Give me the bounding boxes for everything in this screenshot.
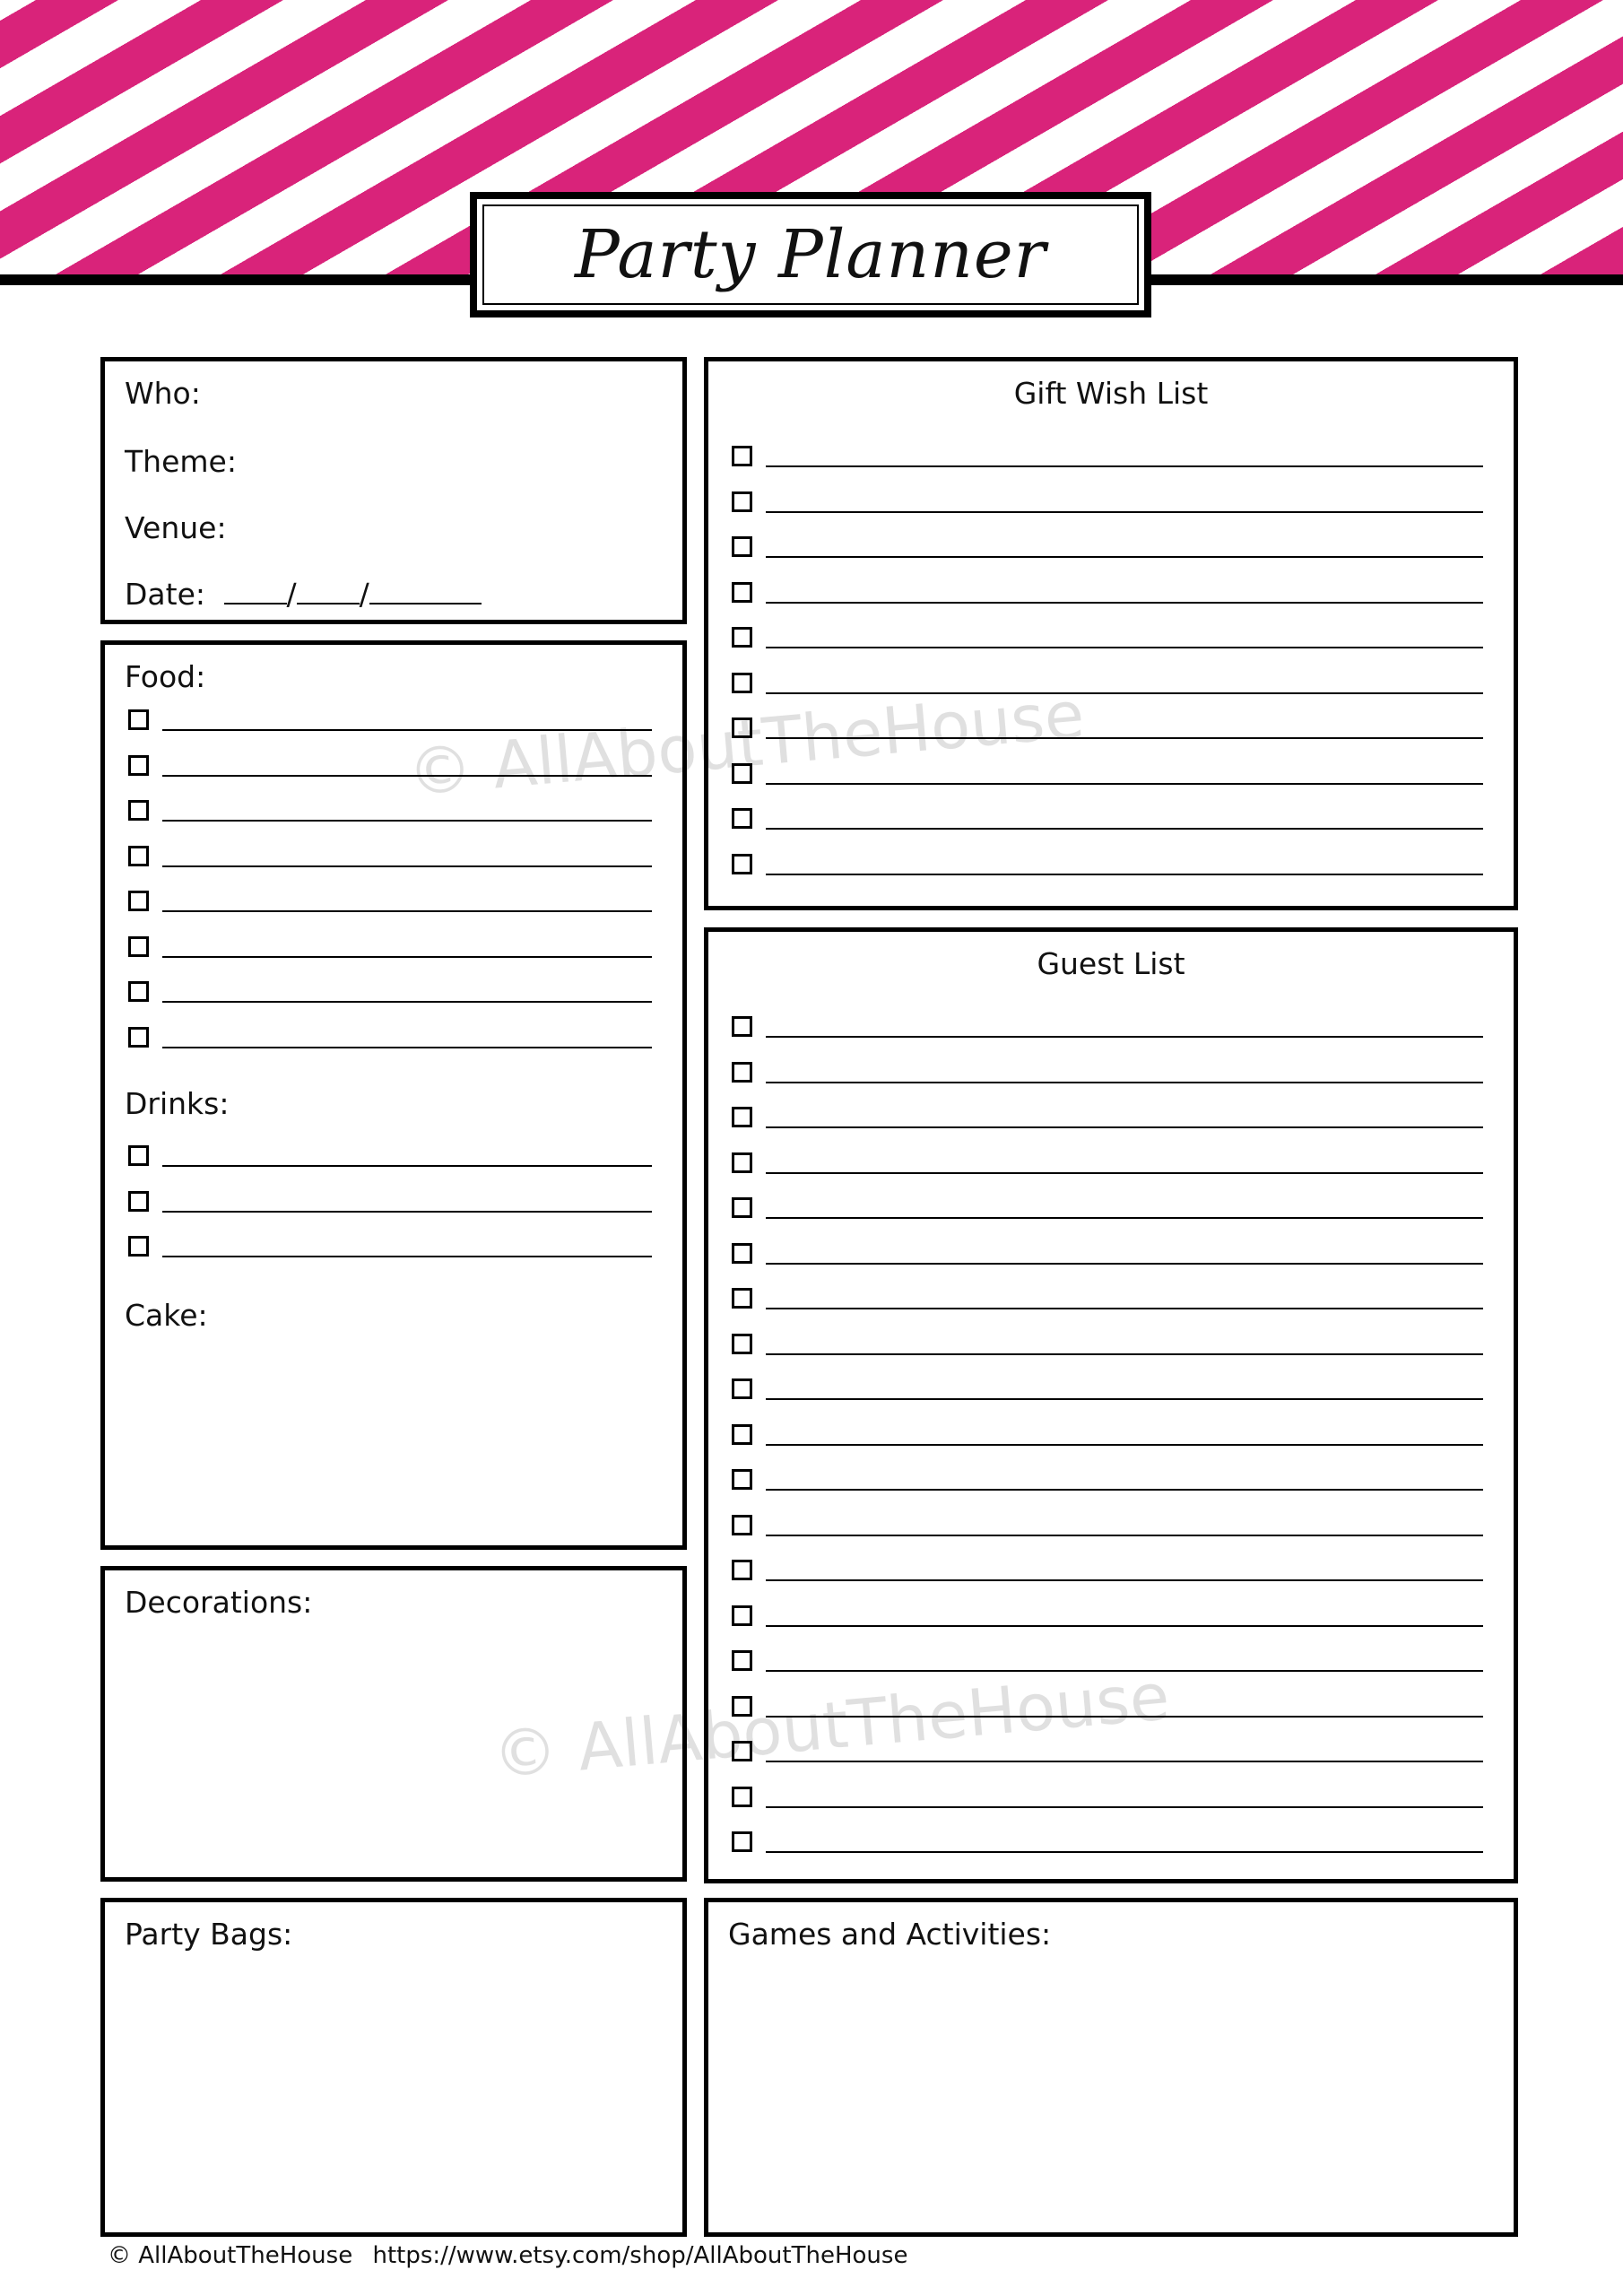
gift-item-write-line[interactable]: [766, 602, 1483, 604]
theme-label: Theme:: [125, 444, 237, 479]
guest-item-write-line[interactable]: [766, 1217, 1483, 1219]
guest-item-write-line[interactable]: [766, 1263, 1483, 1265]
date-separator: /: [359, 577, 369, 612]
drink-item-checkbox[interactable]: [128, 1145, 149, 1166]
guest-item-write-line[interactable]: [766, 1036, 1483, 1038]
gift-item-checkbox[interactable]: [732, 808, 752, 829]
footer-copyright: © AllAboutTheHouse: [108, 2242, 353, 2269]
party-bags-box: [100, 1898, 687, 2237]
guest-item-checkbox[interactable]: [732, 1605, 752, 1626]
guest-item-write-line[interactable]: [766, 1535, 1483, 1536]
gift-wish-list-box: [704, 357, 1518, 910]
guest-item-checkbox[interactable]: [732, 1016, 752, 1037]
guest-list-title: Guest List: [1037, 946, 1185, 981]
gift-item-write-line[interactable]: [766, 647, 1483, 648]
guest-item-checkbox[interactable]: [732, 1197, 752, 1218]
food-item-write-line[interactable]: [162, 956, 652, 958]
food-item-checkbox[interactable]: [128, 846, 149, 866]
watermark-text: © AllAboutTheHouse: [490, 1658, 1173, 1793]
guest-item-checkbox[interactable]: [732, 1243, 752, 1264]
guest-item-write-line[interactable]: [766, 1761, 1483, 1762]
guest-item-checkbox[interactable]: [732, 1062, 752, 1083]
date-row: [125, 577, 482, 612]
guest-item-checkbox[interactable]: [732, 1650, 752, 1671]
gift-item-write-line[interactable]: [766, 783, 1483, 785]
drink-item-checkbox[interactable]: [128, 1191, 149, 1212]
guest-item-write-line[interactable]: [766, 1126, 1483, 1128]
food-item-write-line[interactable]: [162, 1047, 652, 1048]
guest-item-checkbox[interactable]: [732, 1787, 752, 1807]
gift-item-write-line[interactable]: [766, 828, 1483, 830]
gift-item-checkbox[interactable]: [732, 854, 752, 874]
drinks-label: Drinks:: [125, 1086, 230, 1121]
food-item-checkbox[interactable]: [128, 1027, 149, 1048]
guest-item-checkbox[interactable]: [732, 1831, 752, 1852]
food-item-checkbox[interactable]: [128, 936, 149, 957]
title-box: [470, 192, 1151, 317]
guest-item-checkbox[interactable]: [732, 1288, 752, 1309]
food-item-checkbox[interactable]: [128, 800, 149, 821]
gift-wish-list-title: Gift Wish List: [1013, 376, 1209, 411]
date-day-blank[interactable]: [224, 578, 287, 604]
food-item-write-line[interactable]: [162, 1001, 652, 1003]
food-item-write-line[interactable]: [162, 865, 652, 867]
gift-item-checkbox[interactable]: [732, 491, 752, 512]
gift-item-write-line[interactable]: [766, 874, 1483, 875]
food-item-write-line[interactable]: [162, 820, 652, 822]
footer-url[interactable]: https://www.etsy.com/shop/AllAboutTheHouse: [372, 2242, 908, 2269]
gift-item-checkbox[interactable]: [732, 582, 752, 603]
drink-item-write-line[interactable]: [162, 1165, 652, 1167]
food-item-checkbox[interactable]: [128, 709, 149, 730]
guest-item-write-line[interactable]: [766, 1398, 1483, 1400]
date-separator: /: [286, 577, 297, 612]
food-item-checkbox[interactable]: [128, 755, 149, 776]
guest-item-checkbox[interactable]: [732, 1378, 752, 1399]
gift-item-checkbox[interactable]: [732, 536, 752, 557]
guest-item-write-line[interactable]: [766, 1444, 1483, 1446]
drink-item-checkbox[interactable]: [128, 1236, 149, 1257]
guest-item-write-line[interactable]: [766, 1806, 1483, 1808]
guest-item-write-line[interactable]: [766, 1625, 1483, 1627]
drink-item-write-line[interactable]: [162, 1256, 652, 1257]
gift-item-write-line[interactable]: [766, 511, 1483, 513]
food-label: Food:: [125, 659, 206, 694]
guest-item-write-line[interactable]: [766, 1579, 1483, 1581]
gift-item-write-line[interactable]: [766, 465, 1483, 467]
guest-item-write-line[interactable]: [766, 1308, 1483, 1309]
decorations-label: Decorations:: [125, 1585, 313, 1620]
guest-item-checkbox[interactable]: [732, 1107, 752, 1127]
date-year-blank[interactable]: [369, 578, 482, 604]
guest-item-checkbox[interactable]: [732, 1469, 752, 1490]
gift-item-checkbox[interactable]: [732, 673, 752, 693]
games-activities-box: [704, 1898, 1518, 2237]
guest-item-write-line[interactable]: [766, 1851, 1483, 1853]
gift-item-write-line[interactable]: [766, 556, 1483, 558]
guest-item-write-line[interactable]: [766, 1172, 1483, 1174]
food-item-write-line[interactable]: [162, 910, 652, 912]
gift-item-checkbox[interactable]: [732, 446, 752, 466]
drink-item-write-line[interactable]: [162, 1211, 652, 1213]
gift-item-write-line[interactable]: [766, 692, 1483, 694]
cake-label: Cake:: [125, 1298, 208, 1333]
food-item-checkbox[interactable]: [128, 891, 149, 911]
guest-item-checkbox[interactable]: [732, 1424, 752, 1445]
date-label: Date:: [125, 577, 205, 612]
who-label: Who:: [125, 376, 201, 411]
guest-item-write-line[interactable]: [766, 1082, 1483, 1083]
footer: [108, 2242, 907, 2269]
guest-item-write-line[interactable]: [766, 1353, 1483, 1355]
details-box: [100, 357, 687, 624]
guest-item-checkbox[interactable]: [732, 1515, 752, 1535]
party-bags-label: Party Bags:: [125, 1917, 293, 1952]
gift-item-checkbox[interactable]: [732, 627, 752, 648]
watermark-text: © AllAboutTheHouse: [404, 676, 1088, 811]
guest-item-write-line[interactable]: [766, 1489, 1483, 1491]
guest-item-checkbox[interactable]: [732, 1334, 752, 1354]
date-month-blank[interactable]: [297, 578, 360, 604]
food-item-checkbox[interactable]: [128, 981, 149, 1002]
games-activities-label: Games and Activities:: [728, 1917, 1052, 1952]
venue-label: Venue:: [125, 510, 227, 545]
guest-item-checkbox[interactable]: [732, 1560, 752, 1580]
guest-item-checkbox[interactable]: [732, 1152, 752, 1173]
page-title: Party Planner: [574, 216, 1047, 293]
